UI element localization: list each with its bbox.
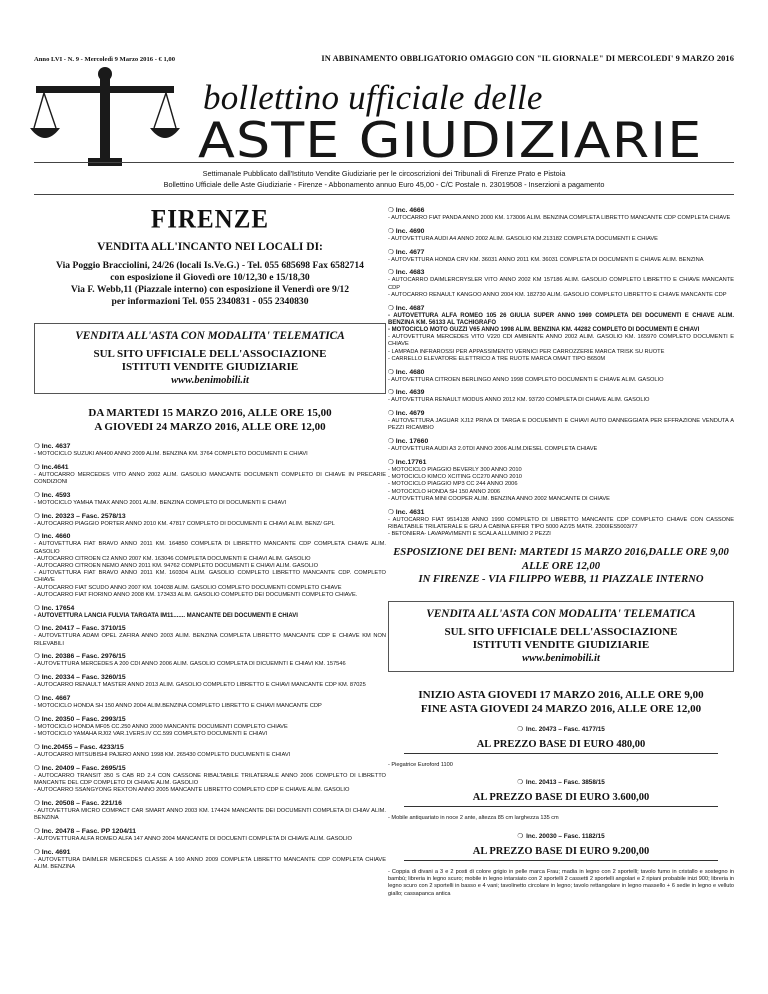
date-line: DA MARTEDI 15 MARZO 2016, ALLE ORE 15,00 <box>88 407 332 419</box>
exhibition-line: ESPOSIZIONE DEI BENI: MARTEDI 15 MARZO 2016,DALLE ORE 9,00 ALLE ORE 12,00 <box>393 547 729 572</box>
lot-number: ❍ Inc. 4593 <box>34 491 386 500</box>
lot-number: ❍ Inc. 4631 <box>388 508 734 517</box>
lot-entry <box>34 827 386 843</box>
lot-entry <box>388 409 734 432</box>
lot-number: ❍ Inc. 20386 – Fasc. 2976/15 <box>34 652 386 661</box>
sale-list <box>388 725 734 898</box>
lot-number: ❍ Inc. 4687 <box>388 304 734 313</box>
right-column <box>388 206 734 898</box>
lot-description: - AUTOCARRO TRANSIT 350 S CAB RD 2.4 CON CASSONE RIBALTABILE TRILATERALE ANNO 2006 COMPLETO DI LIBRETTO MANCANTE DEL CDP COMPLETO DI CHIAVE ALIM. GASOLIO <box>34 772 386 786</box>
lot-description: - AUTOCARRO FIAT SCUDO ANNO 2007 KM. 104038 ALIM. GASOLIO COMPLETO DOCUMENTI COMPLETO CHIAVE <box>34 584 342 591</box>
lot-number: ❍ Inc.20455 – Fasc. 4233/15 <box>34 743 386 752</box>
lot-entry <box>388 388 734 404</box>
telematic-auction-box <box>388 601 734 672</box>
lot-description: - AUTOCARRO CITROEN C2 ANNO 2007 KM. 163046 COMPLETA DOCUMENTI E CHIAVI ALIM. GASOLIO <box>34 555 311 562</box>
lot-entry <box>34 604 386 620</box>
lot-number: ❍ Inc. 20478 – Fasc. PP 1204/11 <box>34 827 386 836</box>
telematic-auction-box <box>34 323 386 394</box>
lot-number: ❍ Inc. 20323 – Fasc. 2578/13 <box>34 512 386 521</box>
lot-number: ❍ Inc.17761 <box>388 458 734 467</box>
lot-number: ❍ Inc. 4690 <box>388 227 734 236</box>
lot-entry <box>34 743 386 759</box>
lot-description: - MOTOCICLO PIAGGIO BEVERLY 300 ANNO 2010 <box>388 467 522 473</box>
lot-description: - MOTOCICLO YAMAHA RJ02 VAR.1VERS.IV CC.599 COMPLETO DOCUMENTI E CHIAVI <box>34 731 268 737</box>
lot-number: ❍ Inc. 4639 <box>388 388 734 397</box>
lot-description: - AUTOVETTURA RENAULT MODUS ANNO 2012 KM. 93720 COMPLETA DI CHIAVE ALIM. GASOLIO <box>388 397 650 404</box>
lot-entry <box>34 624 386 647</box>
lot-number: ❍ Inc. 20334 – Fasc. 3260/15 <box>34 673 386 682</box>
lot-description: - AUTOCARRO CITROEN NEMO ANNO 2011 KM. 94762 COMPLETO DOCUMENTI E CHIAVI ALIM. GASOLIO <box>34 563 319 569</box>
lot-entry <box>34 694 386 710</box>
lot-description: - AUTOVETTURA AUDI A4 ANNO 2002 ALIM. GASOLIO KM.213182 COMPLETA DOCUMENTI E CHIAVE <box>388 235 658 242</box>
sale-description: - Coppia di divani a 3 e 2 posti di colore grigio in pelle marca Frau; madia in legno con 2 sportelli; tavolo fumo in cristallo e sostegno in bambù; libreria in legno scuro; mobile in legno intarsiato con 2 sportelli 2 cassetti 2 sportelli angolari e 2 ripiani probabile inizi 900; libreria in legno scuro con 2 sportelli in basso e 4 vani; tavolinetto circolare in legno; tavolo rettangolare in legno massello + 6 sedie in legno e velluto giallo; cassapanca antica <box>388 868 734 897</box>
auction-website-link[interactable]: www.benimobili.it <box>171 375 249 386</box>
lot-entry <box>388 508 734 539</box>
exhibition-notice <box>388 546 734 587</box>
city-heading: FIRENZE <box>150 205 270 234</box>
lot-description: - AUTOVETTURA ALFA ROMEO ALFA 147 ANNO 2004 MANCANTE DI DOCUENTI COMPLETA DI CHIAVE ALIM. GASOLIO <box>34 835 352 842</box>
lot-description: - AUTOVETTURA FIAT BRAVO ANNO 2011 KM. 164850 COMPLETA DI LIBRETTO MANCANTE CDP COMPLETA CHIAVE ALIM. GASOLIO <box>34 541 386 555</box>
lot-entry <box>388 437 734 453</box>
lot-number: ❍ Inc. 20350 – Fasc. 2993/15 <box>34 715 386 724</box>
sale-lot-number: ❍ Inc. 20413 – Fasc. 3858/15 <box>388 778 734 786</box>
lot-description: - MOTOCICLO KIMCO XCITING CC270 ANNO 2010 <box>388 474 522 481</box>
lot-description: - CARRELLO ELEVATORE ELETTRICO A TRE RUOTE MARCA OMAIT TIPO B650M <box>388 355 606 362</box>
lot-description: - MOTOCICLO YAMHA TMAX ANNO 2001 ALIM. BENZINA COMPLETO DI DOCUMENTI E CHIAVI <box>34 499 287 506</box>
lot-list <box>34 442 386 871</box>
lot-number: ❍ Inc. 4691 <box>34 848 386 857</box>
lot-number: ❍ Inc. 4680 <box>388 368 734 377</box>
lot-description: - AUTOVETTURA MINI COOPER ALIM. BENZINA ANNO 2002 MANCANTE DI CHIAVE <box>388 495 610 502</box>
lot-description: - AUTOVETTURA MERCEDES A 200 CDI ANNO 2006 ALIM. GASOLIO COMPLETA DI DICUEMNTI E CHIAVI KM. 157546 <box>34 661 346 668</box>
lot-description: - AUTOCARRO RENAULT MASTER ANNO 2013 ALIM. GASOLIO COMPLETO LIBRETTO E CHIAVI MANCANTE CDP KM. 87025 <box>34 682 366 689</box>
lot-number: ❍ Inc. 20417 – Fasc. 3710/15 <box>34 624 386 633</box>
lot-entry <box>388 248 734 264</box>
lot-number: ❍ Inc. 17654 <box>34 604 386 613</box>
lot-entry <box>34 463 386 486</box>
sale-lot-number: ❍ Inc. 20030 – Fasc. 1182/15 <box>388 832 734 840</box>
lot-description: - AUTOVETTURA HONDA CRV KM. 36031 ANNO 2011 KM. 36031 COMPLETA DI DOCUMENTI E CHIAVE ALIM. BENZINA <box>388 256 704 263</box>
lot-entry <box>34 652 386 668</box>
lot-description: - AUTOVETTURA MERCEDES VITO V220 CDI AMBIENTE ANNO 2002 ALIM. GASOLIO KM. 165970 COMPLETO DOCUMENTI E CHIAVE <box>388 334 734 348</box>
lot-description: - AUTOVETTURA CITROEN BERLINGO ANNO 1998 COMPLETO DOCUMENTI E CHIAVE ALIM. GASOLIO <box>388 376 664 383</box>
box-line: ISTITUTI VENDITE GIUDIZIARIE <box>472 638 650 651</box>
lot-description: - AUTOVETTURA LANCIA FULVIA TARGATA IM11....... MANCANTE DEI DOCUMENTI E CHIAVI <box>34 612 298 619</box>
lot-entry <box>34 512 386 528</box>
lot-number: ❍ Inc. 17660 <box>388 437 734 446</box>
lot-number: ❍ Inc. 4667 <box>34 694 386 703</box>
lot-description: - AUTOVETTURA MICRO COMPACT CAR SMART ANNO 2003 KM. 174424 MANCANTE DEI DOCUMENTI COMPLETA DI CHIAV ALIM. BENZINA <box>34 807 386 821</box>
masthead-subtitle: bollettino ufficiale delle <box>203 78 543 117</box>
lot-entry <box>34 715 386 738</box>
lot-entry <box>34 764 386 795</box>
lot-entry <box>388 458 734 503</box>
box-line: SUL SITO UFFICIALE DELL'ASSOCIAZIONE <box>93 348 327 360</box>
address-line: Via F. Webb,11 (Piazzale interno) con esposizione il Venerdì ore 9/12 <box>70 284 350 295</box>
lot-number: ❍ Inc. 4679 <box>388 409 734 418</box>
subscription-line: Bollettino Ufficiale delle Aste Giudiziarie - Firenze - Abbonamento annuo Euro 45,00 - C/C Postale n. 23019508 - Inserzioni a pagamento <box>163 180 605 189</box>
lot-number: ❍ Inc. 4660 <box>34 532 386 541</box>
lot-entry <box>34 848 386 871</box>
lot-number: ❍ Inc. 4683 <box>388 268 734 277</box>
address-line: Via Poggio Bracciolini, 24/26 (locali Is.Ve.G.) - Tel. 055 685698 Fax 6582714 <box>56 260 364 271</box>
date-line: INIZIO ASTA GIOVEDI 17 MARZO 2016, ALLE ORE 9,00 <box>418 688 704 701</box>
sale-description: - Mobile antiquariato in noce 2 ante, altezza 85 cm larghezza 135 cm <box>388 815 559 822</box>
lot-entry <box>388 304 734 363</box>
box-line: ISTITUTI VENDITE GIUDIZIARIE <box>121 361 299 373</box>
sale-lot-number: ❍ Inc. 20473 – Fasc. 4177/15 <box>388 725 734 733</box>
lot-description: - AUTOCARRO FIAT 9514138 ANNO 1990 COMPLETO DI LIBRETTO MANCANTE CDP COMPLETO CHIAVE CON CASSONE RIBALTABILE TRILATERALE E GRU A CABINA EFFER TIPO 5000 AZ/25 MATR. 2300IES5003/77 <box>388 516 734 530</box>
lot-entry <box>388 368 734 384</box>
lot-description: - AUTOCARRO MERCEDES VITO ANNO 2002 ALIM. GASOLIO MANCANTE DOCUMENTI COMPLETO DI CHIAVE IN PRECARIE CONDIZIONI <box>34 471 386 485</box>
lot-number: ❍ Inc.4641 <box>34 463 386 472</box>
lot-number: ❍ Inc. 4666 <box>388 206 734 215</box>
exhibition-line: IN FIRENZE - VIA FILIPPO WEBB, 11 PIAZZALE INTERNO <box>418 574 704 586</box>
base-price: AL PREZZO BASE DI EURO 9.200,00 <box>404 846 718 861</box>
header-rule <box>34 162 734 163</box>
lot-description: - MOTOCICLO HONDA SH 150 ANNO 2006 <box>388 488 501 495</box>
lot-list <box>388 206 734 538</box>
lot-description: - MOTOCICLO HONDA SH 150 ANNO 2004 ALIM.BENZINA COMPLETO LIBRETTO E CHIAVI MANCANTE CDP <box>34 703 322 709</box>
address-line: per informazioni Tel. 055 2340831 - 055 2340830 <box>111 296 309 307</box>
base-price: AL PREZZO BASE DI EURO 3.600,00 <box>404 792 718 807</box>
box-title: VENDITA ALL'ASTA CON MODALITA' TELEMATICA <box>75 330 345 342</box>
lot-entry <box>388 227 734 243</box>
lot-description: - AUTOCARRO RENAULT KANGOO ANNO 2004 KM. 182730 ALIM. GASOLIO COMPLETO LIBRETTO E CHIAVE MANCANTE CDP <box>388 291 727 298</box>
lot-entry <box>34 532 386 599</box>
masthead-title: ASTE GIUDIZIARIE <box>198 112 703 169</box>
scales-of-justice-logo <box>30 66 180 171</box>
supplement-notice: IN ABBINAMENTO OBBLIGATORIO OMAGGIO CON "IL GIORNALE" DI MERCOLEDI' 9 MARZO 2016 <box>321 54 734 63</box>
lot-description: - AUTOVETTURA DAIMLER MERCEDES CLASSE A 160 ANNO 2009 COMPLETA LIBRETTO MANCANTE CDP COMPLETA CHIAVE ALIM. BENZINA <box>34 856 386 870</box>
lot-entry <box>34 799 386 822</box>
lot-entry <box>34 442 386 458</box>
lot-description: - AUTOVETTURA ALFA ROMEO 105 26 GIULIA SUPER ANNO 1969 COMPLETA DEI DOCUMENTI E CHIAVE ALIM. BENZINA KM. 56133 AL TACHIGRAFO <box>388 312 734 326</box>
lot-description: - AUTOCARRO FIAT PANDA ANNO 2000 KM. 173006 ALIM. BENZINA COMPLETA LIBRETTO MANCANTE CDP COMPLETA CHIAVE <box>388 215 731 221</box>
lot-description: - MOTOCICLO MOTO GUZZI V65 ANNO 1998 ALIM. BENZINA KM. 44282 COMPLETO DI DOCUMENTI E CHIAVI <box>388 327 700 333</box>
header-rule <box>34 194 734 195</box>
publisher-line: Settimanale Pubblicato dall'Istituto Vendite Giudiziarie per le circoscrizioni dei Tribunali di Firenze Prato e Pistoia <box>202 169 566 178</box>
lot-description: - AUTOCARRO FIAT FIORINO ANNO 2008 KM. 173433 ALIM. GASOLIO COMPLETO DEI DOCUMENTI COMPLETO CHIAVE. <box>34 591 358 598</box>
date-line: A GIOVEDI 24 MARZO 2016, ALLE ORE 12,00 <box>94 421 326 433</box>
lot-description: - AUTOCARRO PIAGGIO PORTER ANNO 2010 KM. 47817 COMPLETO DI DOCUMENTI E CHIAVI ALIM. BENZ/ GPL <box>34 520 335 527</box>
lot-description: - AUTOVETTURA ADAM OPEL ZAFIRA ANNO 2003 ALIM. BENZINA COMPLETA LIBRETTO MANCANTE CDP E CHIAVE KM NON RILEVABILI <box>34 633 386 647</box>
lot-number: ❍ Inc. 4677 <box>388 248 734 257</box>
lot-entry <box>388 268 734 299</box>
auction-dates <box>388 688 734 716</box>
lot-description: - MOTOCICLO PIAGGIO MP3 CC 244 ANNO 2006 <box>388 481 518 488</box>
left-column <box>34 206 386 876</box>
lot-description: - MOTOCICLO SUZUKI AN400 ANNO 2009 ALIM. BENZINA KM. 3764 COMPLETO DOCUMENTI E CHIAVI <box>34 451 308 457</box>
address-line: con esposizione il Giovedì ore 10/12,30 e 15/18,30 <box>110 272 310 283</box>
lot-description: - MOTOCICLO HONDA MF05 CC.250 ANNO 2000 MANCANTE DOCUMENTI COMPLETO CHIAVE <box>34 723 288 730</box>
box-title: VENDITA ALL'ASTA CON MODALITA' TELEMATICA <box>426 607 696 620</box>
lot-entry <box>34 491 386 507</box>
date-line: FINE ASTA GIOVEDI 24 MARZO 2016, ALLE ORE 12,00 <box>420 702 702 715</box>
auction-dates <box>34 406 386 434</box>
issue-info: Anno LVI - N. 9 - Mercoledì 9 Marzo 2016 - € 1,00 <box>34 56 176 63</box>
lot-description: - LAMPADA INFRAROSSI PER APPASSIMENTO VERNICI PER CARROZZERIE MARCA TRISK SU RUOTE <box>388 348 665 355</box>
venue-title: VENDITA ALL'INCANTO NEI LOCALI DI: <box>97 241 323 253</box>
lot-description: - AUTOVETTURA AUDI A3 2.0TDI ANNO 2006 ALIM.DIESEL COMPLETA CHIAVE <box>388 446 598 453</box>
lot-number: ❍ Inc. 20508 – Fasc. 221/16 <box>34 799 386 808</box>
lot-entry <box>34 673 386 689</box>
lot-description: - BETONIERA- LAVAPAVIMENTI E SCALA ALLUMINIO 2 PEZZI <box>388 531 551 538</box>
sale-description: - Piegatrice Euroford 1100 <box>388 761 453 768</box>
lot-description: - AUTOCARRO SSANGYONG REXTON ANNO 2005 MANCANTE LIBRETTO COMPLETO CDP E CHIAVE ALIM. GASOLIO <box>34 787 350 793</box>
auction-website-link[interactable]: www.benimobili.it <box>522 652 600 664</box>
lot-description: - AUTOCARRO DAIMLERCRYSLER VITO ANNO 2002 KM 157186 ALIM. GASOLIO COMPLETO LIBRETTO E CHIAVE MANCANTE CDP <box>388 277 734 291</box>
base-price: AL PREZZO BASE DI EURO 480,00 <box>404 739 718 754</box>
lot-entry <box>388 206 734 222</box>
venue-address <box>34 260 386 308</box>
lot-description: - AUTOCARRO MITSUBISHI PAJERO ANNO 1998 KM. 265430 COMPLETO DUCUMENTI E CHIAVI <box>34 751 291 758</box>
lot-number: ❍ Inc. 4637 <box>34 442 386 451</box>
lot-number: ❍ Inc. 20409 – Fasc. 2695/15 <box>34 764 386 773</box>
lot-description: - AUTOVETTURA JAGUAR XJ12 PRIVA DI TARGA E DOCUEMNTI E CHIAVI AUTO DANNEGGIATA PER EFFRAZIONE VENDUTA A PEZZI RICAMBIO <box>388 418 734 432</box>
lot-description: - AUTOVETTURA FIAT BRAVO ANNO 2011 KM. 160304 ALIM. GASOLIO COMPLETO LIBRETTO MANCANTE CDP. COMPLETO CHIAVE <box>34 570 386 584</box>
box-line: SUL SITO UFFICIALE DELL'ASSOCIAZIONE <box>444 625 678 638</box>
